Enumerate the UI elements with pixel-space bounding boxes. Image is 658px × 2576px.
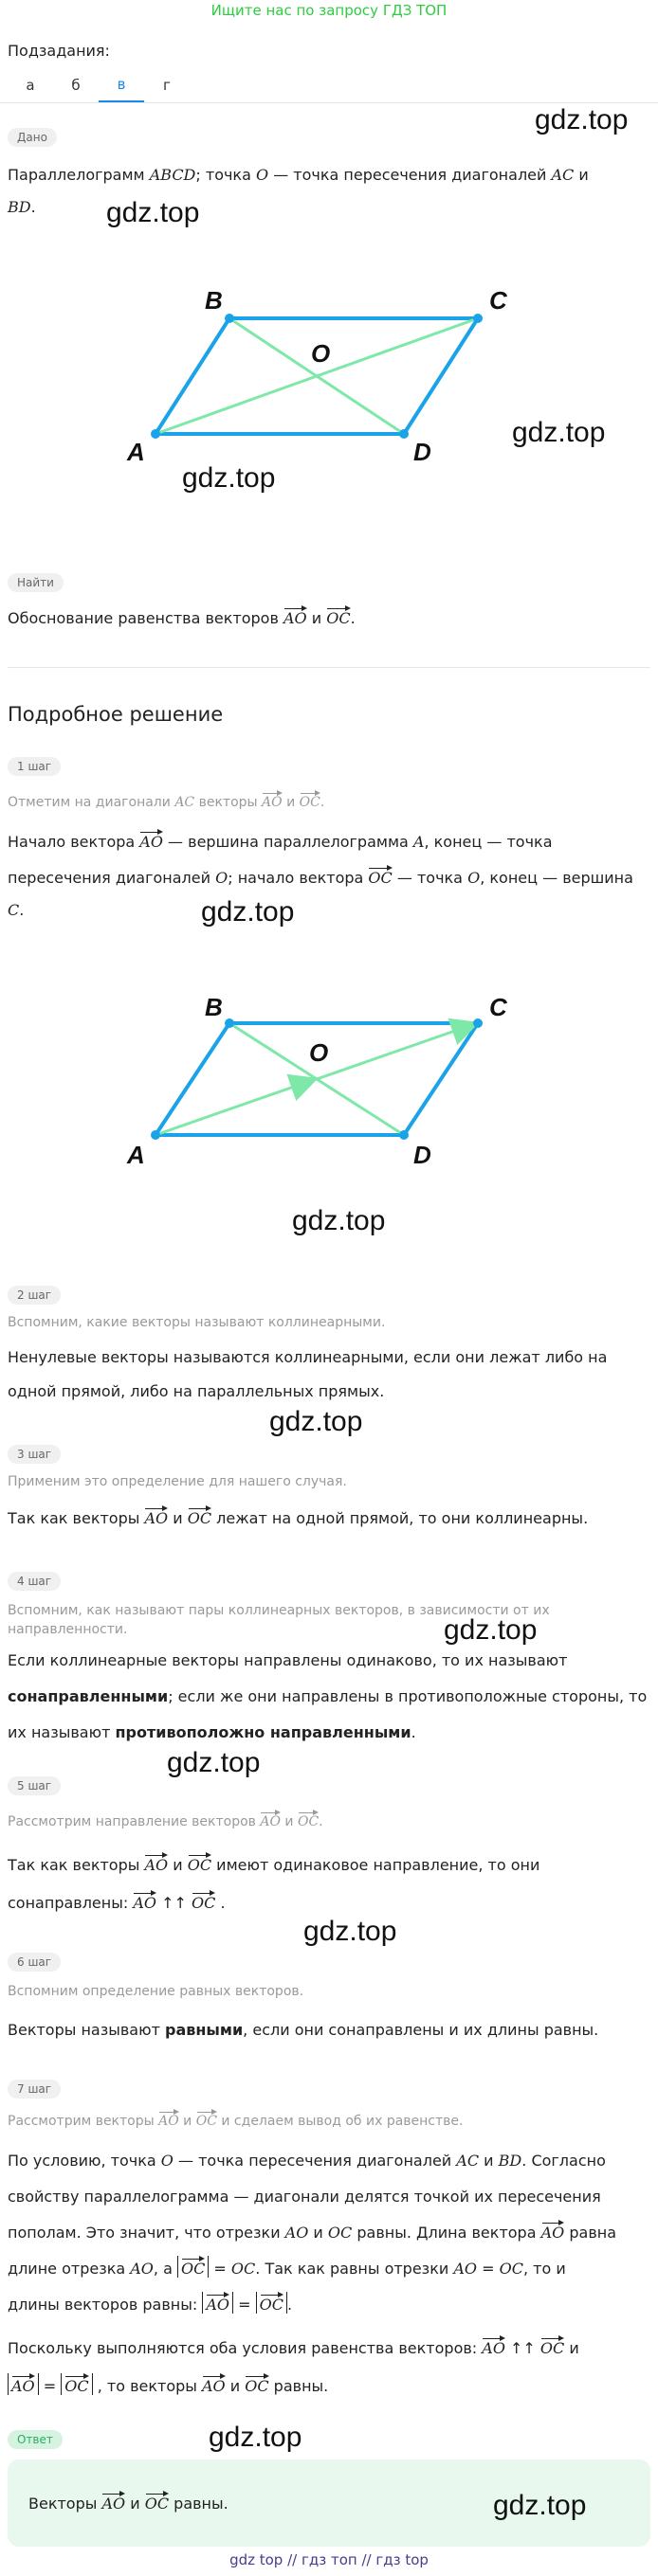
vector-oc: OC <box>298 1810 319 1828</box>
bold-term: сонаправленными <box>8 1687 169 1705</box>
text: сонаправлены: <box>8 1894 134 1912</box>
find-dot: . <box>350 609 356 627</box>
find-pill: Найти <box>8 573 64 592</box>
vector-ao-arrow <box>155 1080 313 1135</box>
step-4-pill: 4 шаг <box>8 1572 61 1591</box>
text: = <box>209 2260 231 2278</box>
text: Векторы называют <box>8 2021 165 2039</box>
hint-ac: AC <box>174 795 195 810</box>
hint-text: . <box>320 795 325 810</box>
vector-ao: AO <box>541 2220 565 2241</box>
point-o: O <box>160 2152 174 2170</box>
bold-term: противоположно направленными <box>115 1723 411 1741</box>
given-o: O <box>255 166 269 184</box>
label-o: O <box>309 1038 329 1067</box>
step-1-line-3 <box>8 892 24 928</box>
text: , конец — точка <box>424 833 553 851</box>
answer-text <box>28 2486 228 2522</box>
vector-ao: AO <box>101 2491 125 2512</box>
vector-oc: OC <box>300 790 320 809</box>
tab-v[interactable]: в <box>99 68 144 102</box>
text: , если они сонаправлены и их длины равны. <box>243 2021 599 2039</box>
step-4-line-1: Если коллинеарные векторы направлены одинаково, то их называют <box>8 1651 568 1669</box>
step-7-line-4 <box>8 2251 566 2287</box>
text: пересечения диагоналей <box>8 869 216 887</box>
text: и <box>168 1856 188 1874</box>
vertex-c-dot <box>473 314 483 323</box>
given-pill: Дано <box>8 128 57 147</box>
point-c: C <box>8 901 20 919</box>
step-3-hint: Применим это определение для нашего случая. <box>8 1474 347 1489</box>
label-d: D <box>413 1141 431 1169</box>
hint-text: . <box>319 1814 323 1829</box>
text: имеют одинаковое направление, то они <box>211 1856 540 1874</box>
bold-term: равными <box>164 2021 244 2039</box>
text: ; начало вектора <box>228 869 369 887</box>
vector-oc: OC <box>145 2491 169 2512</box>
section-divider <box>8 667 650 668</box>
footer-links[interactable]: gdz top // гдз топ // гдз top <box>229 2551 429 2568</box>
step-5-line-2 <box>8 1885 226 1921</box>
step-6-pill: 6 шаг <box>8 1953 61 1972</box>
vector-ao: AO <box>139 829 163 850</box>
vector-oc: OC <box>326 605 350 626</box>
vector-ao-length: AO <box>11 2373 35 2394</box>
given-label <box>8 127 57 147</box>
text: лежат на одной прямой, то они коллинеарны. <box>211 1509 589 1527</box>
tab-b[interactable]: б <box>71 77 81 94</box>
text: и <box>308 2224 328 2242</box>
label-c: C <box>489 993 507 1021</box>
given-dot: . <box>30 198 36 216</box>
step-5-line-1 <box>8 1847 539 1883</box>
step-1-hint <box>8 790 324 812</box>
find-text <box>8 601 356 637</box>
label-d: D <box>413 438 431 466</box>
point-a: A <box>412 833 425 851</box>
vector-oc: OC <box>188 1852 211 1873</box>
label-b: B <box>205 993 223 1021</box>
vector-oc-length: OC <box>181 2256 205 2277</box>
watermark: gdz.top <box>167 1747 261 1778</box>
vector-oc: OC <box>540 2335 564 2356</box>
vector-oc-length: OC <box>260 2292 283 2313</box>
step-4-label <box>8 1571 61 1591</box>
given-text-2 <box>8 189 36 225</box>
point-o: O <box>467 869 481 887</box>
tab-a[interactable]: а <box>26 77 35 94</box>
step-3-text <box>8 1501 588 1537</box>
vector-ao: AO <box>144 1852 168 1873</box>
step-2-line-1: Ненулевые векторы называются коллинеарными, если они лежат либо на <box>8 1348 608 1366</box>
text: длины векторов равны: <box>8 2296 203 2314</box>
top-search-link[interactable]: Ищите нас по запросу ГДЗ ТОП <box>210 2 448 19</box>
parallelogram-diagram-2 <box>114 976 531 1184</box>
watermark: gdz.top <box>493 2490 587 2521</box>
given-t4: и <box>574 166 589 184</box>
answer-pill: Ответ <box>8 2430 63 2449</box>
step-3-pill: 3 шаг <box>8 1445 61 1464</box>
watermark: gdz.top <box>292 1205 386 1236</box>
subtask-tabs <box>8 68 190 102</box>
step-7-line-2: свойству параллелограмма — диагонали делятся точкой их пересечения <box>8 2188 601 2206</box>
vertex-d-dot <box>399 429 409 439</box>
text: Начало вектора <box>8 833 140 851</box>
watermark: gdz.top <box>512 417 606 448</box>
vector-oc: OC <box>188 1505 211 1526</box>
text: , конец — вершина <box>480 869 633 887</box>
edge-ab <box>155 1023 229 1135</box>
text: равны. <box>169 2495 228 2513</box>
label-o: O <box>311 339 331 368</box>
watermark: gdz.top <box>269 1406 363 1437</box>
text: и <box>168 1509 188 1527</box>
find-and: и <box>306 609 327 627</box>
vertex-a-dot <box>151 1130 160 1140</box>
vector-ao: AO <box>144 1505 168 1526</box>
text: равны. Длина вектора <box>352 2224 541 2242</box>
text: и <box>479 2152 499 2170</box>
segment-oc: OC <box>499 2260 523 2278</box>
hint-text: и сделаем вывод об их равенстве. <box>216 2114 464 2129</box>
watermark: gdz.top <box>303 1916 397 1947</box>
text: . Согласно <box>521 2152 606 2170</box>
text: По условию, точка <box>8 2152 161 2170</box>
segment-oc: OC <box>327 2224 353 2242</box>
text: . <box>411 1723 416 1741</box>
step-7-hint <box>8 2109 463 2131</box>
step-5-hint <box>8 1810 323 1831</box>
step-5-label <box>8 1775 61 1795</box>
vertex-a-dot <box>151 429 160 439</box>
diagonal-bd <box>229 318 404 434</box>
text: Так как векторы <box>8 1856 145 1874</box>
vector-ao: AO <box>202 2373 226 2394</box>
vector-oc: OC <box>196 2109 217 2128</box>
segment-ao: AO <box>453 2260 478 2278</box>
text: , то и <box>522 2260 566 2278</box>
vector-ao: AO <box>262 790 283 809</box>
watermark: gdz.top <box>106 197 200 228</box>
step-6-text <box>8 2012 598 2048</box>
vector-ao-length: AO <box>206 2292 229 2313</box>
given-abcd: ABCD <box>149 166 196 184</box>
answer-label <box>8 2429 63 2449</box>
vector-ao: AO <box>283 605 307 626</box>
segment-ao: AO <box>284 2224 309 2242</box>
label-a: A <box>127 438 145 466</box>
hint-text: и <box>282 795 300 810</box>
point-o: O <box>215 869 228 887</box>
tab-g[interactable]: г <box>163 77 171 94</box>
vector-oc-length: OC <box>64 2373 88 2394</box>
subtasks-title: Подзадания: <box>8 42 110 60</box>
text: и <box>125 2495 145 2513</box>
vector-oc: OC <box>192 1890 215 1911</box>
step-4-hint-2: направленности. <box>8 1622 128 1637</box>
label-c: C <box>489 286 507 315</box>
step-7-line-5 <box>8 2287 292 2323</box>
step-7-label <box>8 2079 61 2099</box>
hint-text: и <box>280 1814 298 1829</box>
given-t3: — точка пересечения диагоналей <box>268 166 552 184</box>
edge-cd <box>404 318 478 434</box>
text: Векторы <box>28 2495 102 2513</box>
step-2-label <box>8 1285 61 1305</box>
given-ac: AC <box>551 166 575 184</box>
vector-ao: AO <box>133 1890 156 1911</box>
text: . <box>286 2296 293 2314</box>
text: их называют <box>8 1723 116 1741</box>
hint-text: и <box>178 2114 196 2129</box>
text: = <box>477 2260 500 2278</box>
watermark: gdz.top <box>535 104 629 135</box>
hint-text: Рассмотрим векторы <box>8 2114 159 2129</box>
text: и <box>225 2377 246 2395</box>
segment-oc: OC <box>230 2260 256 2278</box>
text: Так как векторы <box>8 1509 145 1527</box>
text: — вершина параллелограмма <box>162 833 413 851</box>
solution-title: Подробное решение <box>8 703 224 726</box>
text: и <box>564 2339 579 2357</box>
given-bd: BD <box>8 198 31 216</box>
watermark: gdz.top <box>209 2422 302 2453</box>
text: . <box>19 901 25 919</box>
watermark: gdz.top <box>182 462 276 494</box>
find-t1: Обоснование равенства векторов <box>8 609 283 627</box>
segment-bd: BD <box>498 2152 522 2170</box>
step-7-line-7 <box>8 2369 328 2405</box>
step-1-line-1 <box>8 824 553 860</box>
hint-text: векторы <box>194 795 263 810</box>
codirectional-symbol: ↑↑ <box>156 1894 192 1912</box>
step-5-pill: 5 шаг <box>8 1776 61 1795</box>
tabs-divider <box>0 102 658 103</box>
text: — точка <box>392 869 468 887</box>
step-7-line-1 <box>8 2143 606 2179</box>
step-4-hint-1: Вспомним, как называют пары коллинеарных векторов, в зависимости от их <box>8 1603 550 1618</box>
text: , а <box>153 2260 177 2278</box>
vector-oc: OC <box>245 2373 268 2394</box>
text: = <box>233 2296 256 2314</box>
step-7-line-6 <box>8 2331 579 2367</box>
vertex-c-dot <box>473 1018 483 1028</box>
step-2-hint: Вспомним, какие векторы называют коллинеарными. <box>8 1315 386 1330</box>
parallelogram-diagram-1 <box>114 275 531 474</box>
text: — точка пересечения диагоналей <box>173 2152 457 2170</box>
text: пополам. Это значит, что отрезки <box>8 2224 285 2242</box>
step-7-pill: 7 шаг <box>8 2080 61 2099</box>
step-7-line-3 <box>8 2215 616 2251</box>
step-4-line-2 <box>8 1679 647 1715</box>
step-6-label <box>8 1952 61 1972</box>
text: длине отрезка <box>8 2260 131 2278</box>
text: Поскольку выполняются оба условия равенства векторов: <box>8 2339 483 2357</box>
text: = <box>38 2377 62 2395</box>
codirectional-symbol: ↑↑ <box>504 2339 540 2357</box>
step-3-label <box>8 1444 61 1464</box>
step-1-pill: 1 шаг <box>8 757 61 776</box>
text: равна <box>564 2224 617 2242</box>
vector-oc: OC <box>368 865 392 886</box>
edge-ab <box>155 318 229 434</box>
given-text <box>8 157 652 193</box>
watermark: gdz.top <box>444 1614 538 1646</box>
vertex-d-dot <box>399 1130 409 1140</box>
text: ; если же они направлены в противоположные стороны, то <box>168 1687 648 1705</box>
given-t2: ; точка <box>195 166 256 184</box>
step-2-line-2: одной прямой, либо на параллельных прямых. <box>8 1382 385 1400</box>
step-1-line-2 <box>8 860 633 896</box>
hint-text: Рассмотрим направление векторов <box>8 1814 261 1829</box>
label-b: B <box>205 286 223 315</box>
vector-ao: AO <box>158 2109 179 2128</box>
find-label <box>8 572 64 592</box>
watermark: gdz.top <box>201 896 295 928</box>
segment-ac: AC <box>456 2152 480 2170</box>
vertex-b-dot <box>225 1018 234 1028</box>
vector-ao: AO <box>260 1810 281 1828</box>
step-1-label <box>8 756 61 776</box>
text: . Так как равны отрезки <box>255 2260 454 2278</box>
hint-text: Отметим на диагонали <box>8 795 175 810</box>
given-t1: Параллелограмм <box>8 166 150 184</box>
step-4-line-3 <box>8 1715 416 1751</box>
step-6-hint: Вспомним определение равных векторов. <box>8 1984 304 1999</box>
vertex-b-dot <box>225 314 234 323</box>
vector-ao: AO <box>482 2335 505 2356</box>
step-2-pill: 2 шаг <box>8 1286 61 1305</box>
text: равны. <box>268 2377 329 2395</box>
edge-cd <box>404 1023 478 1135</box>
text: , то векторы <box>92 2377 202 2395</box>
vector-oc-arrow <box>317 1024 474 1079</box>
text: . <box>215 1894 226 1912</box>
segment-ao: AO <box>130 2260 154 2278</box>
label-a: A <box>127 1141 145 1169</box>
